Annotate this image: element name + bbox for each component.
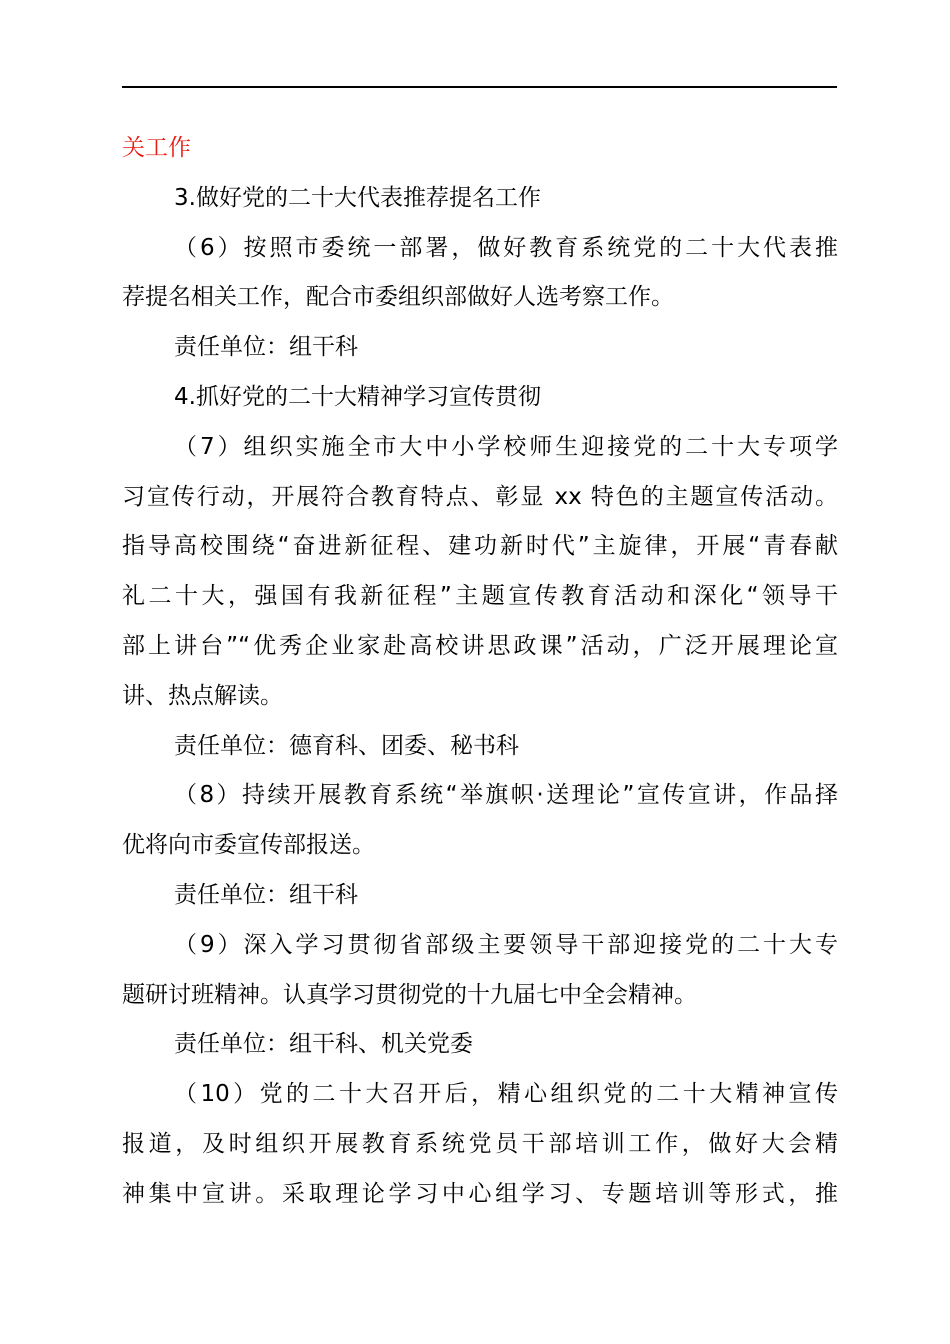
responsible-unit: 责任单位：德育科、团委、秘书科 xyxy=(174,732,519,759)
paragraph-line: 优将向市委宣传部报送。 xyxy=(122,832,375,859)
paragraph-line: 报道，及时组织开展教育系统党员干部培训工作，做好大会精 xyxy=(122,1130,838,1157)
responsible-unit: 责任单位：组干科 xyxy=(174,334,358,361)
paragraph-line: （6）按照市委统一部署，做好教育系统党的二十大代表推 xyxy=(174,234,838,261)
paragraph-line: 指导高校围绕“奋进新征程、建功新时代”主旋律，开展“青春献 xyxy=(122,533,838,560)
paragraph-line: （9）深入学习贯彻省部级主要领导干部迎接党的二十大专 xyxy=(174,931,838,958)
paragraph-line: 礼二十大，强国有我新征程”主题宣传教育活动和深化“领导干 xyxy=(122,583,838,610)
paragraph-line: 部上讲台”“优秀企业家赴高校讲思政课”活动，广泛开展理论宣 xyxy=(122,632,838,659)
paragraph-line: 荐提名相关工作，配合市委组织部做好人选考察工作。 xyxy=(122,284,674,311)
header-rule xyxy=(122,86,837,88)
section-heading-4: 4.抓好党的二十大精神学习宣传贯彻 xyxy=(174,383,541,410)
paragraph-line: （10）党的二十大召开后，精心组织党的二十大精神宣传 xyxy=(174,1081,838,1108)
paragraph-line: （8）持续开展教育系统“举旗帜·送理论”宣传宣讲，作品择 xyxy=(174,782,838,809)
document-body xyxy=(122,124,838,1220)
responsible-unit: 责任单位：组干科 xyxy=(174,881,358,908)
section-heading-3: 3.做好党的二十大代表推荐提名工作 xyxy=(174,184,541,211)
paragraph-line: 讲、热点解读。 xyxy=(122,682,283,709)
paragraph-line: 习宣传行动，开展符合教育特点、彰显 xx 特色的主题宣传活动。 xyxy=(122,483,838,510)
responsible-unit: 责任单位：组干科、机关党委 xyxy=(174,1031,473,1058)
paragraph-line: （7）组织实施全市大中小学校师生迎接党的二十大专项学 xyxy=(174,433,838,460)
paragraph-line: 题研讨班精神。认真学习贯彻党的十九届七中全会精神。 xyxy=(122,981,697,1008)
continued-heading-fragment: 关工作 xyxy=(122,135,191,161)
paragraph-line: 神集中宣讲。采取理论学习中心组学习、专题培训等形式，推 xyxy=(122,1180,838,1207)
